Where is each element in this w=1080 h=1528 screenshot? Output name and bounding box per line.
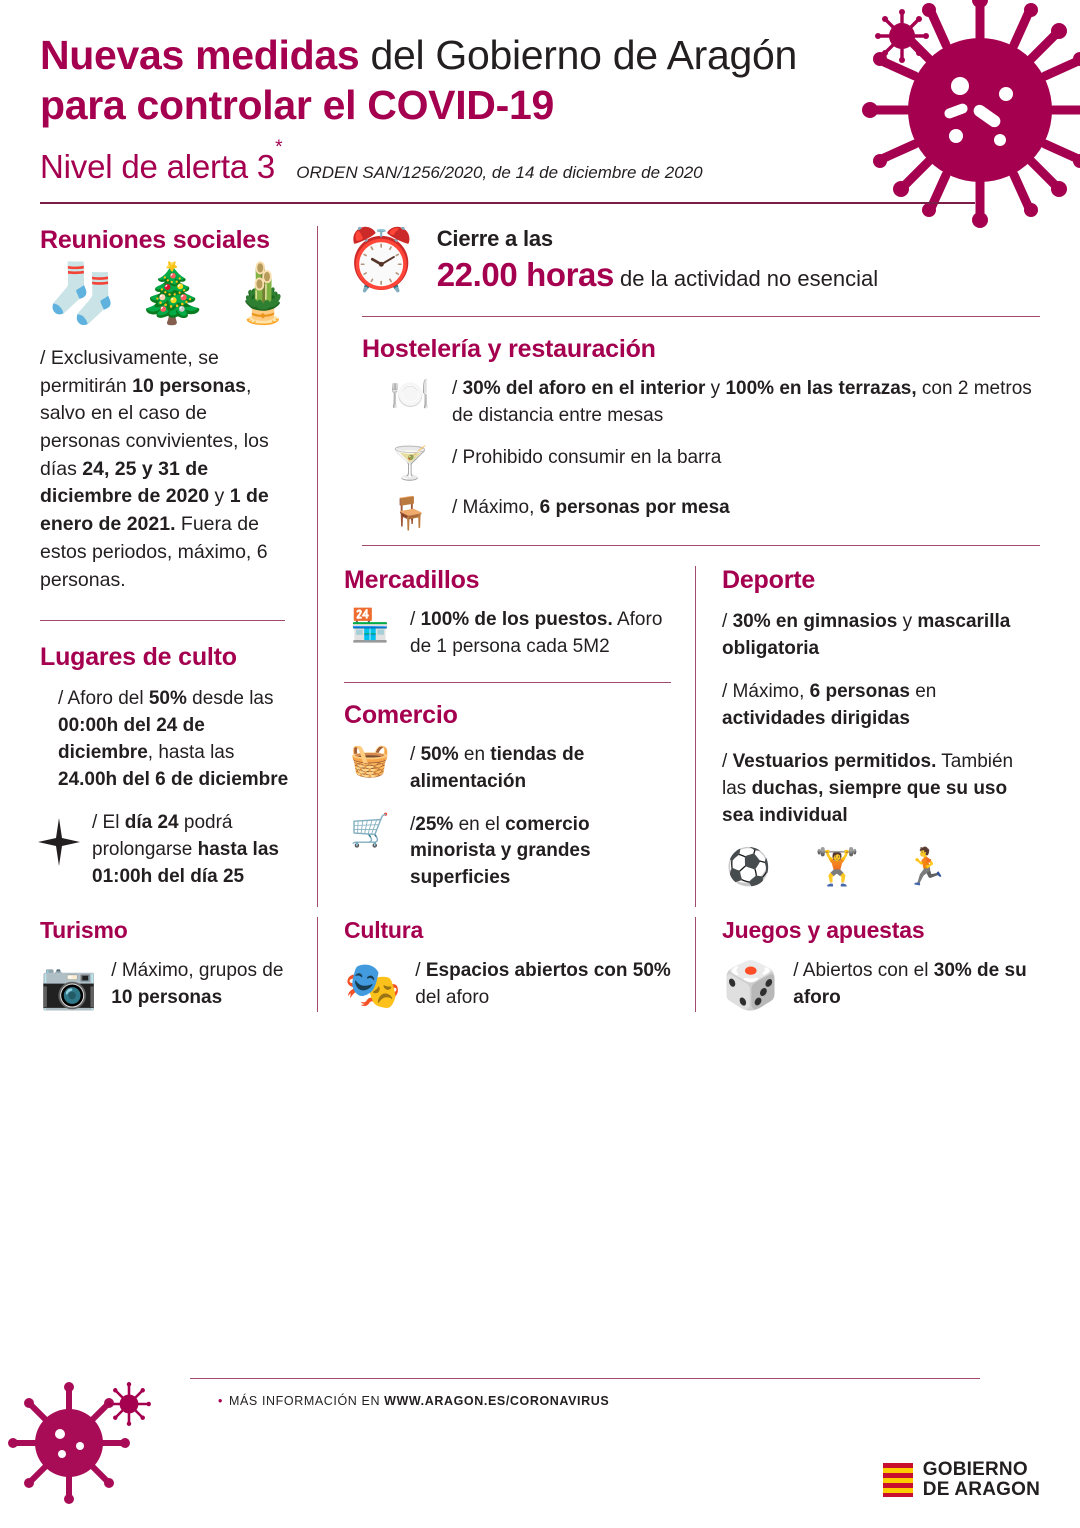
culto-2d: hasta las 01:00h del día 25 [92, 839, 279, 888]
bottom-row [40, 917, 1040, 1011]
cu-b: Espacios abiertos con 50% [425, 960, 671, 982]
juegos-item [722, 958, 1040, 1011]
footer [0, 1378, 1080, 1528]
government-logo [883, 1460, 1040, 1500]
subtitle-row [40, 136, 1040, 186]
d3e: duchas, siempre que su uso sea individual [722, 778, 1008, 827]
shopping-cart-icon: 🛒 [350, 811, 390, 848]
c1b: 50% [420, 744, 459, 766]
h1d: 100% en las terrazas, [725, 378, 917, 400]
c2d: comercio minorista y grandes superficies [410, 813, 591, 888]
title-part-2: del Gobierno de Aragón [359, 32, 798, 78]
middle-divider [344, 682, 671, 683]
culto-2c: podrá prolongarse [92, 812, 233, 861]
h2a: / Prohibido consumir en la barra [452, 447, 722, 469]
alert-level [40, 136, 283, 186]
table-chairs-icon: 🪑 [390, 495, 430, 532]
title-part-3: para controlar el COVID-19 [40, 82, 554, 129]
d2b: 6 personas [809, 681, 910, 703]
footer-divider [190, 1378, 980, 1379]
grocery-basket-icon: 🧺 [350, 742, 390, 779]
d3d: También las [722, 751, 1014, 800]
christmas-icons-row [46, 261, 299, 327]
section-heading-mercadillos: Mercadillos [344, 566, 480, 595]
culto-item-2 [92, 810, 291, 891]
sport-icons-row [722, 846, 1040, 888]
cultura-cell [318, 917, 696, 1011]
hosteleria-item-3-text [452, 495, 730, 522]
hosteleria-items [372, 376, 1040, 532]
d2a: / Máximo, [722, 681, 810, 703]
d1d: mascarilla obligatoria [722, 611, 1011, 660]
tu-a: / Máximo, grupos de [111, 960, 284, 982]
christmas-tree-icon: 🎄 [136, 261, 209, 327]
logo-line-2: DE ARAGON [922, 1479, 1040, 1501]
culto-1b: 50% [148, 688, 187, 710]
m-c: Aforo de 1 persona cada 5M2 [410, 609, 663, 657]
juegos-cell [696, 917, 1040, 1011]
culto-1a: / Aforo del [58, 688, 149, 710]
culto-item-1 [58, 686, 291, 794]
turismo-cell [40, 917, 318, 1011]
theater-masks-icon: 🎭 [344, 958, 402, 1011]
hosteleria-item-1 [382, 376, 1040, 429]
deporte-item-2 [722, 679, 1040, 733]
tu-b: 10 personas [111, 986, 223, 1008]
closing-hours-value: 22.00 horas [436, 256, 614, 294]
deporte-item-1 [722, 609, 1040, 663]
closing-text [437, 226, 878, 294]
d1a: / [722, 611, 733, 633]
reuniones-b2: 24, 25 y 31 de diciembre de 2020 [40, 457, 210, 508]
section-heading-deporte: Deporte [722, 566, 816, 595]
camera-icon: 📷 [40, 958, 98, 1011]
cocktail-icon: 🍸 [390, 445, 430, 482]
culto-item-2-row [36, 810, 291, 891]
d2d: actividades dirigidas [722, 708, 910, 730]
middle-column [344, 566, 696, 907]
c2b: 25% [415, 813, 454, 835]
d1b: 30% en gimnasios [732, 611, 898, 633]
cultura-text [415, 958, 671, 1011]
logo-line-1: GOBIERNO [922, 1459, 1028, 1481]
ju-b: 30% de su aforo [793, 960, 1027, 1008]
reuniones-t1: / Exclusivamente, se permitirán [40, 347, 219, 397]
food-cloche-icon: 🍽️ [390, 376, 430, 413]
hosteleria-item-3 [382, 495, 1040, 532]
comercio-item-1 [344, 742, 671, 795]
c1d: tiendas de alimentación [410, 744, 585, 792]
h1a: / [452, 378, 463, 400]
footer-url[interactable]: WWW.ARAGON.ES/CORONAVIRUS [384, 1394, 610, 1408]
d3b: Vestuarios [732, 751, 829, 773]
order-reference: ORDEN SAN/1256/2020, de 14 de diciembre de 2020 [296, 163, 703, 183]
turismo-item [40, 958, 291, 1011]
closing-hours-block [344, 226, 1040, 294]
reuniones-t4: Fuera de estos periodos, máximo, 6 personas. [40, 513, 268, 591]
culto-items [40, 686, 291, 891]
footer-bullet-icon: • [218, 1394, 223, 1408]
d3c: permitidos. [828, 751, 937, 773]
d1c: y [897, 611, 918, 633]
comercio-item-2 [344, 812, 671, 892]
comercio-item-1-text [410, 742, 671, 795]
left-divider-1 [40, 620, 285, 621]
right-column [318, 226, 1040, 907]
dice-icon: 🎲 [722, 958, 780, 1011]
reuniones-b3: 1 de enero de 2021. [40, 485, 269, 536]
deporte-item-3 [722, 749, 1040, 830]
mercadillos-text [410, 607, 671, 660]
mercadillos-item [344, 607, 671, 660]
star-sparkle-icon [36, 816, 82, 868]
section-heading-cultura: Cultura [344, 917, 424, 944]
left-column [40, 226, 318, 907]
c2c: en el [453, 813, 506, 835]
cultura-item [344, 958, 671, 1011]
weightlifting-icon: 🏋️ [814, 846, 860, 887]
reuniones-b1: 10 personas [132, 374, 246, 397]
main-content [40, 226, 1040, 907]
h3b: 6 personas por mesa [539, 497, 730, 519]
page-title [40, 30, 860, 130]
turismo-text [111, 958, 291, 1011]
market-stall-icon: 🏪 [350, 607, 390, 644]
d2c: en [909, 681, 937, 703]
deporte-column [696, 566, 1040, 907]
hosteleria-item-1-text [452, 376, 1040, 429]
cu-c: del aforo [415, 986, 490, 1008]
m-b: 100% de los puestos. [420, 609, 613, 631]
section-heading-reuniones: Reuniones sociales [40, 226, 270, 255]
h3a: / Máximo, [452, 497, 540, 519]
christmas-bauble-icon: 🎍 [226, 261, 299, 327]
hosteleria-item-2-text [452, 445, 721, 472]
reuniones-t3: y [209, 485, 230, 508]
title-part-1: Nuevas medidas [40, 32, 360, 78]
footer-info-prefix: MÁS INFORMACIÓN EN [228, 1394, 385, 1408]
lower-grid [344, 566, 1040, 907]
soccer-ball-icon: ⚽ [726, 846, 771, 887]
ju-a: / Abiertos con el [793, 960, 934, 982]
culto-2a: / El [92, 812, 125, 834]
culto-1e: , hasta las [147, 742, 235, 764]
right-divider-2 [362, 545, 1040, 546]
comercio-item-2-text [410, 812, 671, 892]
closing-detail [437, 256, 878, 294]
header [40, 0, 1040, 204]
c2a: / [410, 813, 416, 835]
hosteleria-item-2 [382, 445, 1040, 482]
culto-2b: día 24 [124, 812, 179, 834]
footer-info [218, 1394, 609, 1408]
aragon-flag-icon [883, 1463, 913, 1497]
reuniones-t2: , salvo en el caso de personas convivientes, los días [40, 374, 269, 480]
deporte-items [722, 609, 1040, 830]
culto-1d: 00:00h del 24 de diciembre [58, 715, 205, 764]
running-icon: 🏃 [903, 846, 949, 887]
h1c: y [705, 378, 726, 400]
h1b: 30% del aforo en el interior [462, 378, 706, 400]
alarm-clock-icon: ⏰ [344, 226, 419, 294]
government-logo-text [923, 1460, 1040, 1500]
section-heading-juegos: Juegos y apuestas [722, 917, 925, 944]
culto-1f: 24.00h del 6 de diciembre [58, 769, 289, 791]
culto-1c: desde las [186, 688, 274, 710]
m-a: / [410, 609, 421, 631]
closing-label: Cierre a las [436, 226, 553, 252]
section-heading-hosteleria: Hostelería y restauración [362, 335, 656, 364]
alert-level-asterisk: * [275, 136, 283, 158]
c1c: en [458, 744, 491, 766]
right-divider-1 [362, 316, 1040, 317]
juegos-text [793, 958, 1040, 1011]
cu-a: / [415, 960, 426, 982]
section-heading-comercio: Comercio [344, 701, 458, 730]
header-divider [40, 202, 975, 204]
reuniones-text [40, 345, 291, 594]
section-heading-turismo: Turismo [40, 917, 128, 944]
d3a: / [722, 751, 733, 773]
alert-level-text: Nivel de alerta 3 [40, 148, 276, 186]
closing-rest: de la actividad no esencial [613, 266, 879, 292]
h1e: con 2 metros de distancia entre mesas [452, 378, 1032, 426]
section-heading-culto: Lugares de culto [40, 643, 237, 672]
c1a: / [410, 744, 421, 766]
christmas-stocking-icon: 🧦 [46, 261, 119, 327]
